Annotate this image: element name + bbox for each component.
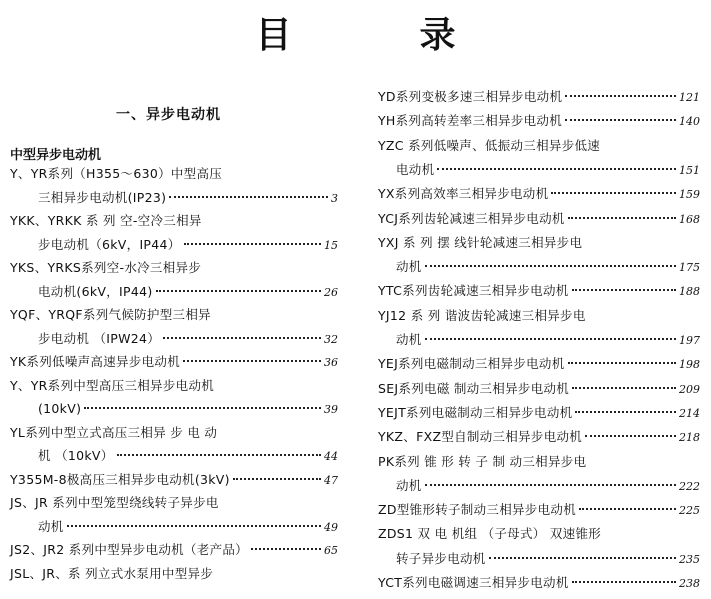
toc-entry-text: YQF、YRQF系列气候防护型三相异	[10, 307, 211, 322]
toc-entry-text: YXJ 系 列 摆 线针轮减速三相异步电	[378, 234, 583, 250]
toc-entry	[378, 135, 600, 157]
toc-entry	[378, 426, 700, 448]
toc-entry-text: YJ12 系 列 谐波齿轮减速三相异步电	[378, 307, 586, 323]
toc-entry-text: JS、JR 系列中型笼型绕线转子异步电	[10, 495, 219, 510]
toc-entry-text: JSL、JR、系 列立式水泵用中型异步	[10, 565, 214, 581]
toc-page-number: 151	[679, 163, 700, 177]
toc-entry-text: YKS、YRKS系列空-水冷三相异步	[10, 260, 202, 275]
toc-entry-text: Y355M-8极高压三相异步电动机(3kV)	[10, 471, 230, 487]
page-title: 目 录	[255, 14, 502, 56]
toc-entry	[10, 422, 217, 444]
toc-entry	[10, 304, 211, 326]
toc-entry-text: YTC系列齿轮减速三相异步电动机	[378, 283, 569, 299]
leader-dots	[572, 581, 676, 583]
toc-entry-text: JS2、JR2 系列中型异步电动机（老产品）	[10, 542, 248, 557]
leader-dots	[585, 435, 676, 437]
toc-entry	[378, 523, 601, 545]
leader-dots	[163, 337, 321, 339]
toc-entry-text: 动机	[38, 518, 64, 534]
toc-entry	[378, 183, 700, 205]
leader-dots	[156, 290, 321, 292]
toc-entry	[10, 375, 214, 397]
toc-entry	[396, 159, 700, 181]
toc-page-number: 222	[679, 479, 700, 493]
leader-dots	[251, 548, 321, 550]
toc-entry-text: YEJT系列电磁制动三相异步电动机	[378, 404, 573, 420]
toc-entry	[378, 353, 700, 375]
toc-entry-text: 电动机(6kV，IP44)	[38, 283, 153, 299]
toc-entry	[38, 187, 338, 209]
toc-entry-text: YZC 系列低噪声、低振动三相异步低速	[378, 137, 601, 153]
toc-entry-text: 电动机	[396, 161, 435, 177]
toc-entry	[38, 281, 338, 303]
toc-page-number: 218	[679, 431, 700, 445]
toc-entry-text: Y、YR系列中型高压三相异步电动机	[10, 377, 215, 393]
toc-entry	[378, 110, 700, 132]
toc-page-number: 26	[324, 285, 338, 299]
leader-dots	[183, 360, 321, 362]
toc-page-number: 225	[679, 504, 700, 518]
toc-entry-text: YCJ系列齿轮减速三相异步电动机	[378, 210, 565, 226]
toc-entry-text: 步电动机 （IPW24）	[38, 330, 161, 346]
toc-page-number: 47	[324, 473, 338, 487]
leader-dots	[565, 95, 676, 97]
toc-page-number: 32	[324, 332, 338, 346]
toc-entry-text: 动机	[396, 477, 422, 493]
toc-entry-text: 动机	[396, 259, 422, 275]
toc-entry	[378, 208, 700, 230]
leader-dots	[579, 508, 676, 510]
toc-entry	[396, 548, 700, 570]
leader-dots	[84, 407, 321, 409]
leader-dots	[489, 557, 676, 559]
leader-dots	[551, 192, 676, 194]
toc-entry-text: YKZ、FXZ型自制动三相异步电动机	[378, 429, 583, 445]
toc-entry	[378, 378, 700, 400]
toc-entry	[10, 469, 338, 491]
toc-entry-text: 步电动机（6kV，IP44）	[38, 236, 181, 252]
leader-dots	[67, 525, 321, 527]
toc-entry	[378, 499, 700, 521]
toc-page-number: 235	[679, 552, 700, 566]
toc-entry	[10, 257, 201, 279]
toc-page-number: 140	[679, 115, 700, 129]
leader-dots	[572, 289, 676, 291]
toc-page-number: 214	[679, 406, 700, 420]
leader-dots	[575, 411, 676, 413]
toc-entry-text: Y、YR系列（H355～630）中型高压	[10, 166, 223, 181]
leader-dots	[425, 338, 676, 340]
toc-entry-text: YD系列变极多速三相异步电动机	[378, 89, 563, 104]
leader-dots	[169, 196, 328, 198]
toc-entry-text: ZDS1 双 电 机组 （子母式） 双速锥形	[378, 526, 602, 542]
toc-page-number: 3	[331, 191, 338, 205]
leader-dots	[233, 478, 321, 480]
toc-entry-text: YL系列中型立式高压三相异 步 电 动	[10, 424, 218, 440]
toc-page-number: 39	[324, 403, 338, 416]
toc-entry	[378, 232, 582, 254]
toc-entry-text: YCT系列电磁调速三相异步电动机	[378, 575, 569, 590]
toc-entry	[396, 475, 700, 497]
toc-page-number: 121	[679, 91, 700, 104]
leader-dots	[572, 387, 676, 389]
toc-page-number: 15	[324, 238, 338, 252]
toc-entry-text: ZD型锥形转子制动三相异步电动机	[378, 502, 576, 518]
toc-entry	[38, 398, 338, 420]
leader-dots	[568, 217, 676, 219]
toc-entry-text: YK系列低噪声高速异步电动机	[10, 354, 181, 369]
sub-heading: 中型异步电动机	[10, 148, 102, 163]
toc-entry	[378, 280, 700, 302]
toc-page-number: 65	[324, 544, 338, 557]
toc-entry	[378, 305, 586, 327]
toc-entry	[38, 234, 338, 256]
leader-dots	[117, 454, 321, 456]
toc-entry	[378, 451, 586, 473]
toc-page-number: 159	[679, 188, 700, 202]
toc-entry	[378, 572, 700, 594]
toc-entry	[396, 329, 700, 351]
toc-page-number: 49	[324, 520, 338, 534]
toc-page-number: 168	[679, 212, 700, 226]
toc-entry	[378, 402, 700, 424]
toc-entry-text: SEJ系列电磁 制动三相异步电动机	[378, 380, 570, 396]
toc-entry	[10, 163, 222, 185]
toc-entry	[38, 516, 338, 538]
toc-entry-text: YX系列高效率三相异步电动机	[378, 186, 549, 202]
toc-entry	[10, 210, 202, 232]
toc-page-number: 175	[679, 261, 700, 275]
toc-entry	[10, 563, 213, 585]
section-heading: 一、异步电动机	[116, 107, 221, 123]
toc-page-number: 188	[679, 285, 700, 299]
leader-dots	[184, 243, 321, 245]
toc-entry	[10, 351, 338, 373]
toc-entry	[38, 445, 338, 467]
toc-entry	[10, 492, 219, 514]
toc-entry-text: PK系列 锥 形 转 子 制 动三相异步电	[378, 453, 587, 469]
toc-entry-text: YEJ系列电磁制动三相异步电动机	[378, 356, 565, 372]
toc-entry-text: 动机	[396, 332, 422, 347]
toc-entry-text: 转子异步电动机	[396, 550, 486, 566]
leader-dots	[425, 265, 676, 267]
toc-page-number: 36	[324, 356, 338, 369]
toc-entry-text: YH系列高转差率三相异步电动机	[378, 113, 563, 129]
leader-dots	[568, 362, 676, 364]
leader-dots	[437, 168, 676, 170]
toc-page-number: 209	[679, 382, 700, 396]
toc-page-number: 197	[679, 334, 700, 347]
toc-page-number: 238	[679, 577, 700, 590]
toc-entry-text: YKK、YRKK 系 列 空-空冷三相异	[10, 213, 202, 228]
toc-entry-text: (10kV)	[38, 401, 82, 416]
toc-page-number: 44	[324, 450, 338, 463]
toc-entry	[396, 256, 700, 278]
leader-dots	[565, 119, 676, 121]
toc-entry	[10, 539, 338, 561]
toc-entry	[38, 328, 338, 350]
toc-entry-text: 机 （10kV）	[38, 448, 114, 463]
toc-entry-text: 三相异步电动机(IP23)	[38, 189, 167, 205]
leader-dots	[425, 484, 676, 486]
toc-page-number: 198	[679, 358, 700, 372]
toc-entry	[378, 86, 700, 108]
